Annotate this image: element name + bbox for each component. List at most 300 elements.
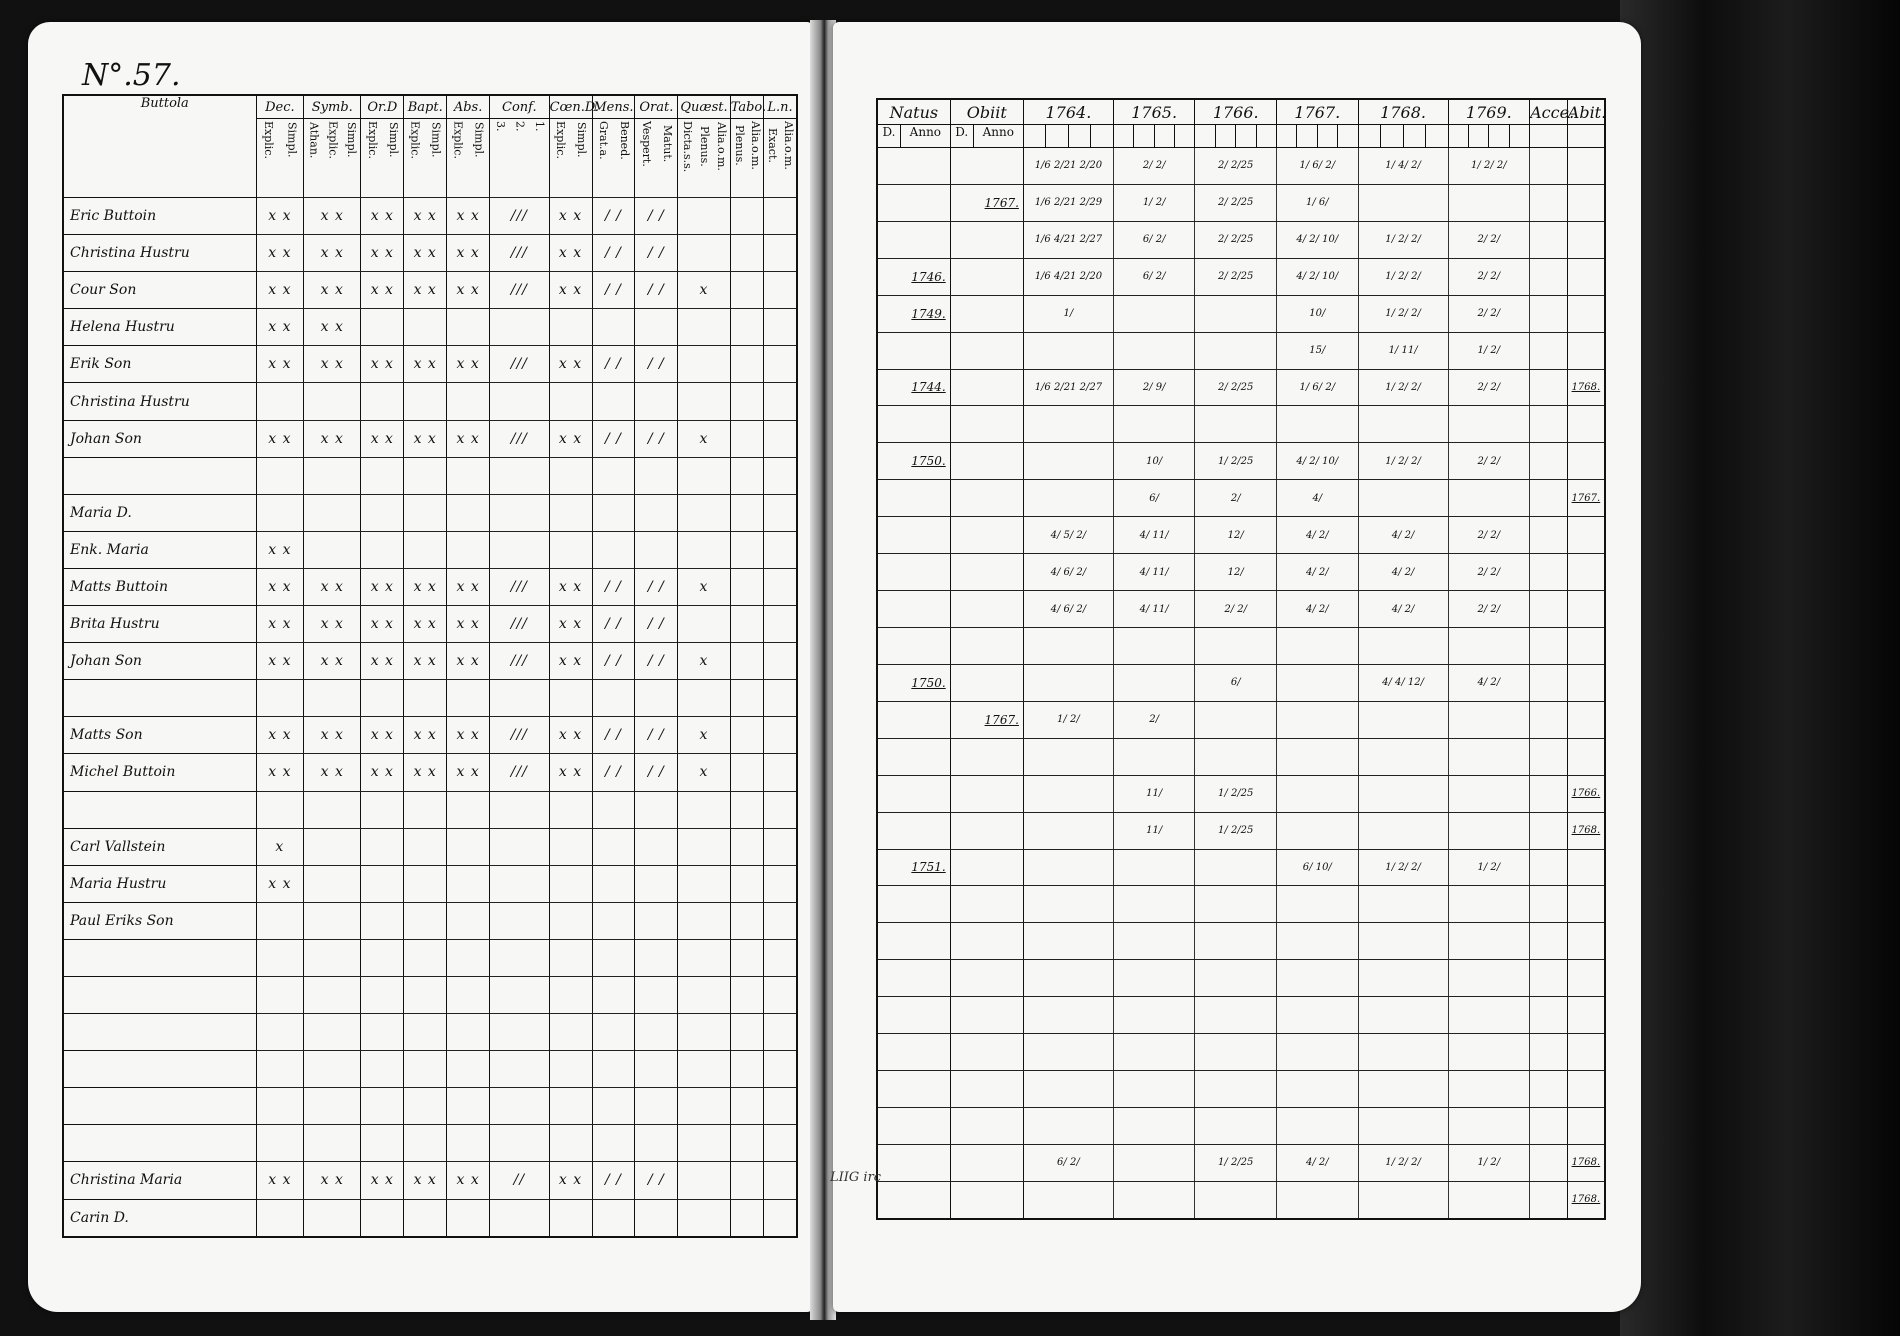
exam-date-1768 (1358, 1071, 1448, 1108)
exam-date-1768: 4/ 2/ (1358, 591, 1448, 628)
exam-date-1764: 1/6 2/21 2/20 (1023, 148, 1113, 185)
table-row (63, 1088, 797, 1125)
exam-mark (592, 1125, 635, 1162)
exam-date-1768 (1358, 923, 1448, 960)
exam-mark (764, 420, 797, 457)
column-group-header: Orat. (635, 95, 678, 119)
table-row (63, 198, 797, 235)
column-subheader (1024, 125, 1046, 147)
exam-mark (549, 531, 592, 568)
exam-date-1767: 4/ (1277, 480, 1359, 517)
exam-mark: x x (361, 346, 404, 383)
death-year (950, 997, 1023, 1034)
exam-date-1768: 1/ 2/ 2/ (1358, 1144, 1448, 1181)
exam-date-1767 (1277, 812, 1359, 849)
exam-date-1768: 4/ 2/ (1358, 517, 1448, 554)
exam-mark (256, 791, 304, 828)
exam-mark (635, 383, 678, 420)
person-name: Brita Hustru (63, 606, 256, 643)
exam-mark (730, 420, 763, 457)
table-row (63, 1162, 797, 1199)
death-year (950, 295, 1023, 332)
person-name: Carin D. (63, 1199, 256, 1237)
table-row (877, 332, 1605, 369)
exam-mark (592, 1051, 635, 1088)
exam-mark (730, 1088, 763, 1125)
column-subheader (1195, 125, 1215, 147)
exam-mark: x x (549, 643, 592, 680)
exam-date-1769: 2/ 2/ (1448, 517, 1530, 554)
exam-date-1767: 10/ (1277, 295, 1359, 332)
exam-mark (764, 1162, 797, 1199)
exam-date-1766: 2/ 2/25 (1195, 369, 1277, 406)
column-subheader: Anno (909, 125, 942, 139)
exam-date-1766 (1195, 701, 1277, 738)
exam-date-1764 (1023, 812, 1113, 849)
exam-mark (635, 828, 678, 865)
exam-mark: x x (256, 643, 304, 680)
exam-mark: x x (304, 235, 361, 272)
exam-mark: x x (549, 272, 592, 309)
exam-mark (730, 309, 763, 346)
arrival-year (1530, 480, 1568, 517)
exam-date-1764 (1023, 443, 1113, 480)
exam-mark (361, 791, 404, 828)
column-subheader: Bened. (617, 121, 631, 160)
arrival-year (1530, 406, 1568, 443)
exam-date-1767 (1277, 1181, 1359, 1219)
exam-mark (256, 494, 304, 531)
exam-mark (304, 457, 361, 494)
exam-date-1769 (1448, 1034, 1530, 1071)
exam-mark: x (678, 420, 730, 457)
exam-date-1768: 1/ 2/ 2/ (1358, 258, 1448, 295)
departure-year: 1768. (1567, 1181, 1605, 1219)
exam-mark (304, 1088, 361, 1125)
exam-mark (447, 939, 490, 976)
exam-mark (256, 680, 304, 717)
table-row (877, 664, 1605, 701)
death-year (950, 812, 1023, 849)
exam-mark: x x (404, 643, 447, 680)
departure-year (1567, 627, 1605, 664)
birth-year (877, 554, 950, 591)
birth-year (877, 1071, 950, 1108)
exam-mark (730, 754, 763, 791)
column-subheader: Simpl. (472, 122, 486, 158)
departure-year (1567, 886, 1605, 923)
exam-mark (592, 902, 635, 939)
table-row (877, 480, 1605, 517)
exam-date-1768: 1/ 2/ 2/ (1358, 849, 1448, 886)
column-subheaders (730, 119, 763, 198)
exam-mark (404, 791, 447, 828)
exam-mark: x x (549, 1162, 592, 1199)
exam-mark (304, 791, 361, 828)
exam-date-1767 (1277, 775, 1359, 812)
column-subheader (1114, 125, 1134, 147)
exam-mark (592, 976, 635, 1013)
exam-mark (635, 457, 678, 494)
exam-mark: x x (404, 754, 447, 791)
exam-date-1769: 2/ 2/ (1448, 221, 1530, 258)
exam-mark (678, 198, 730, 235)
column-subheaders (549, 119, 592, 198)
exam-date-1766: 2/ 2/ (1195, 591, 1277, 628)
exam-mark: x x (256, 531, 304, 568)
departure-year (1567, 849, 1605, 886)
exam-mark (490, 1199, 550, 1237)
person-name (63, 939, 256, 976)
exam-mark (764, 383, 797, 420)
exam-date-1769: 2/ 2/ (1448, 369, 1530, 406)
death-year (950, 738, 1023, 775)
exam-date-1767 (1277, 886, 1359, 923)
exam-mark: x (678, 272, 730, 309)
exam-mark (549, 383, 592, 420)
exam-date-1768 (1358, 886, 1448, 923)
exam-mark: / / (635, 717, 678, 754)
exam-mark: x x (256, 717, 304, 754)
exam-mark (490, 865, 550, 902)
exam-mark (678, 1014, 730, 1051)
arrival-year (1530, 332, 1568, 369)
column-subheader: Plenus. (732, 125, 746, 166)
exam-date-1766: 2/ (1195, 480, 1277, 517)
exam-mark: x x (404, 606, 447, 643)
birth-year (877, 517, 950, 554)
exam-mark (447, 1051, 490, 1088)
column-subheaders (1195, 125, 1277, 148)
exam-mark (592, 1199, 635, 1237)
exam-mark (635, 494, 678, 531)
arrival-year (1530, 664, 1568, 701)
exam-mark: x x (256, 754, 304, 791)
exam-mark: / / (635, 606, 678, 643)
exam-date-1768 (1358, 738, 1448, 775)
exam-mark (361, 1051, 404, 1088)
exam-mark (447, 494, 490, 531)
column-group-header: Conf. (490, 95, 550, 119)
exam-date-1765 (1113, 1071, 1195, 1108)
table-row (63, 1051, 797, 1088)
birth-year (877, 886, 950, 923)
death-year (950, 1181, 1023, 1219)
departure-year (1567, 517, 1605, 554)
person-name: Maria D. (63, 494, 256, 531)
exam-mark: x x (304, 717, 361, 754)
exam-mark: x x (549, 198, 592, 235)
exam-mark: / / (592, 420, 635, 457)
exam-mark (730, 531, 763, 568)
exam-date-1769 (1448, 627, 1530, 664)
exam-mark: x x (404, 346, 447, 383)
exam-mark (490, 1014, 550, 1051)
exam-date-1768: 4/ 2/ (1358, 554, 1448, 591)
birth-year (877, 1181, 950, 1219)
table-row (877, 812, 1605, 849)
exam-mark (764, 457, 797, 494)
exam-mark (361, 1014, 404, 1051)
exam-mark: x x (304, 309, 361, 346)
exam-mark (404, 1014, 447, 1051)
column-subheader (1469, 125, 1489, 147)
column-subheader: Explic. (365, 121, 379, 159)
examination-dates-table (876, 98, 1606, 1220)
exam-date-1769: 2/ 2/ (1448, 591, 1530, 628)
exam-mark (361, 828, 404, 865)
departure-year (1567, 332, 1605, 369)
exam-date-1764 (1023, 960, 1113, 997)
departure-year (1567, 295, 1605, 332)
death-year (950, 480, 1023, 517)
exam-mark (447, 1199, 490, 1237)
exam-mark: x x (256, 1162, 304, 1199)
column-subheader (1091, 125, 1112, 147)
person-name: Johan Son (63, 420, 256, 457)
exam-mark (447, 1125, 490, 1162)
exam-mark (635, 1125, 678, 1162)
exam-date-1767: 4/ 2/ (1277, 591, 1359, 628)
exam-mark: x (678, 568, 730, 605)
column-group-header: 1769. (1448, 99, 1530, 125)
exam-date-1767 (1277, 1034, 1359, 1071)
column-subheader (1134, 125, 1154, 147)
exam-mark (730, 1125, 763, 1162)
exam-mark: x x (447, 198, 490, 235)
exam-mark (304, 828, 361, 865)
exam-mark (635, 791, 678, 828)
exam-mark: x x (404, 1162, 447, 1199)
exam-mark: /// (490, 272, 550, 309)
departure-year (1567, 738, 1605, 775)
column-subheader (1155, 125, 1175, 147)
exam-mark (490, 939, 550, 976)
exam-mark: x x (304, 568, 361, 605)
exam-date-1765: 1/ 2/ (1113, 184, 1195, 221)
column-subheaders (1113, 125, 1195, 148)
exam-date-1765 (1113, 997, 1195, 1034)
exam-mark (361, 1125, 404, 1162)
exam-date-1767: 4/ 2/ (1277, 1144, 1359, 1181)
exam-mark (549, 791, 592, 828)
exam-mark (490, 494, 550, 531)
death-year (950, 221, 1023, 258)
exam-mark: x x (447, 717, 490, 754)
exam-mark: x x (549, 717, 592, 754)
exam-mark: x x (304, 606, 361, 643)
exam-mark (304, 865, 361, 902)
exam-mark (304, 531, 361, 568)
exam-mark (361, 865, 404, 902)
exam-mark (764, 568, 797, 605)
exam-mark: / / (635, 198, 678, 235)
column-group-header: 1766. (1195, 99, 1277, 125)
exam-date-1768 (1358, 627, 1448, 664)
person-name (63, 1088, 256, 1125)
exam-date-1765 (1113, 1107, 1195, 1144)
column-subheader (1297, 125, 1317, 147)
column-group-header: Obiit (950, 99, 1023, 125)
exam-date-1765: 10/ (1113, 443, 1195, 480)
arrival-year (1530, 1181, 1568, 1219)
exam-date-1766: 2/ 2/25 (1195, 258, 1277, 295)
exam-mark (635, 902, 678, 939)
exam-mark (361, 1199, 404, 1237)
exam-mark (592, 1088, 635, 1125)
exam-mark (592, 1014, 635, 1051)
table-row (63, 383, 797, 420)
arrival-year (1530, 295, 1568, 332)
column-group-header: Abit. (1567, 99, 1605, 125)
exam-mark: x x (447, 346, 490, 383)
column-subheader (1236, 125, 1256, 147)
exam-mark (490, 902, 550, 939)
exam-date-1768 (1358, 184, 1448, 221)
table-row (63, 606, 797, 643)
exam-mark (447, 1014, 490, 1051)
exam-mark (361, 383, 404, 420)
exam-date-1769: 2/ 2/ (1448, 295, 1530, 332)
exam-mark (764, 680, 797, 717)
exam-date-1766 (1195, 1071, 1277, 1108)
column-subheader: Exact. (766, 128, 780, 163)
exam-mark (635, 309, 678, 346)
person-name: Christina Hustru (63, 383, 256, 420)
exam-mark: / / (592, 754, 635, 791)
birth-year: 1744. (877, 369, 950, 406)
exam-date-1764 (1023, 1181, 1113, 1219)
column-subheaders (635, 119, 678, 198)
exam-mark: x x (304, 346, 361, 383)
death-year: 1767. (950, 701, 1023, 738)
exam-mark: x x (404, 235, 447, 272)
exam-mark: / / (635, 754, 678, 791)
exam-date-1768 (1358, 406, 1448, 443)
arrival-year (1530, 849, 1568, 886)
birth-year (877, 221, 950, 258)
table-row (877, 886, 1605, 923)
column-subheader: Athan. (307, 121, 321, 159)
column-subheaders (1023, 125, 1113, 148)
exam-date-1765: 2/ 2/ (1113, 148, 1195, 185)
exam-mark (549, 680, 592, 717)
exam-mark (730, 272, 763, 309)
exam-mark (447, 1088, 490, 1125)
column-subheader: Simpl. (429, 122, 443, 158)
exam-date-1767: 1/ 6/ (1277, 184, 1359, 221)
exam-mark (678, 828, 730, 865)
birth-year (877, 997, 950, 1034)
arrival-year (1530, 923, 1568, 960)
table-row (877, 1071, 1605, 1108)
exam-mark (447, 457, 490, 494)
departure-year (1567, 1071, 1605, 1108)
exam-mark: / / (592, 717, 635, 754)
person-name: Cour Son (63, 272, 256, 309)
exam-mark (447, 383, 490, 420)
exam-mark (730, 235, 763, 272)
column-subheaders (764, 119, 797, 198)
column-subheader: D. (878, 125, 901, 147)
column-subheader (1318, 125, 1338, 147)
exam-date-1764 (1023, 406, 1113, 443)
table-row (877, 960, 1605, 997)
exam-mark (549, 1051, 592, 1088)
departure-year: 1767. (1567, 480, 1605, 517)
person-name: Carl Vallstein (63, 828, 256, 865)
exam-mark (490, 1051, 550, 1088)
exam-date-1766: 1/ 2/25 (1195, 443, 1277, 480)
column-subheaders (404, 119, 447, 198)
exam-mark: x x (256, 272, 304, 309)
exam-date-1764: 1/6 4/21 2/20 (1023, 258, 1113, 295)
table-row (877, 591, 1605, 628)
exam-date-1766: 1/ 2/25 (1195, 812, 1277, 849)
exam-date-1769: 4/ 2/ (1448, 664, 1530, 701)
exam-mark (447, 828, 490, 865)
birth-year (877, 923, 950, 960)
death-year (950, 1034, 1023, 1071)
exam-mark (678, 1125, 730, 1162)
death-year (950, 332, 1023, 369)
exam-mark (678, 606, 730, 643)
column-subheader: Simpl. (575, 122, 589, 158)
column-subheader: Alia.o.m. (715, 122, 729, 172)
table-row (63, 828, 797, 865)
exam-mark (730, 1162, 763, 1199)
exam-date-1769 (1448, 406, 1530, 443)
column-group-header: 1764. (1023, 99, 1113, 125)
exam-date-1766 (1195, 1107, 1277, 1144)
departure-year: 1768. (1567, 1144, 1605, 1181)
exam-date-1765 (1113, 627, 1195, 664)
exam-date-1766 (1195, 997, 1277, 1034)
exam-mark: x x (361, 198, 404, 235)
table-row (877, 1181, 1605, 1219)
exam-mark (592, 457, 635, 494)
column-group-header: Mens. (592, 95, 635, 119)
exam-date-1768: 1/ 2/ 2/ (1358, 221, 1448, 258)
exam-date-1769 (1448, 812, 1530, 849)
departure-year: 1768. (1567, 812, 1605, 849)
exam-mark: / / (635, 568, 678, 605)
column-subheader: Explic. (262, 121, 276, 159)
table-row (63, 1014, 797, 1051)
exam-mark (764, 272, 797, 309)
exam-mark (549, 976, 592, 1013)
exam-mark: x x (549, 606, 592, 643)
table-row (877, 369, 1605, 406)
exam-mark: x x (304, 272, 361, 309)
exam-mark: / / (592, 643, 635, 680)
exam-date-1768 (1358, 1107, 1448, 1144)
arrival-year (1530, 443, 1568, 480)
column-subheader (1046, 125, 1068, 147)
exam-mark (678, 939, 730, 976)
exam-date-1765: 2/ 9/ (1113, 369, 1195, 406)
column-subheader (1359, 125, 1381, 147)
person-name (63, 1125, 256, 1162)
exam-mark (730, 680, 763, 717)
column-subheader (1381, 125, 1403, 147)
column-subheader (1175, 125, 1194, 147)
exam-date-1766 (1195, 738, 1277, 775)
table-row (877, 443, 1605, 480)
death-year (950, 923, 1023, 960)
exam-mark (678, 1199, 730, 1237)
exam-mark (592, 680, 635, 717)
